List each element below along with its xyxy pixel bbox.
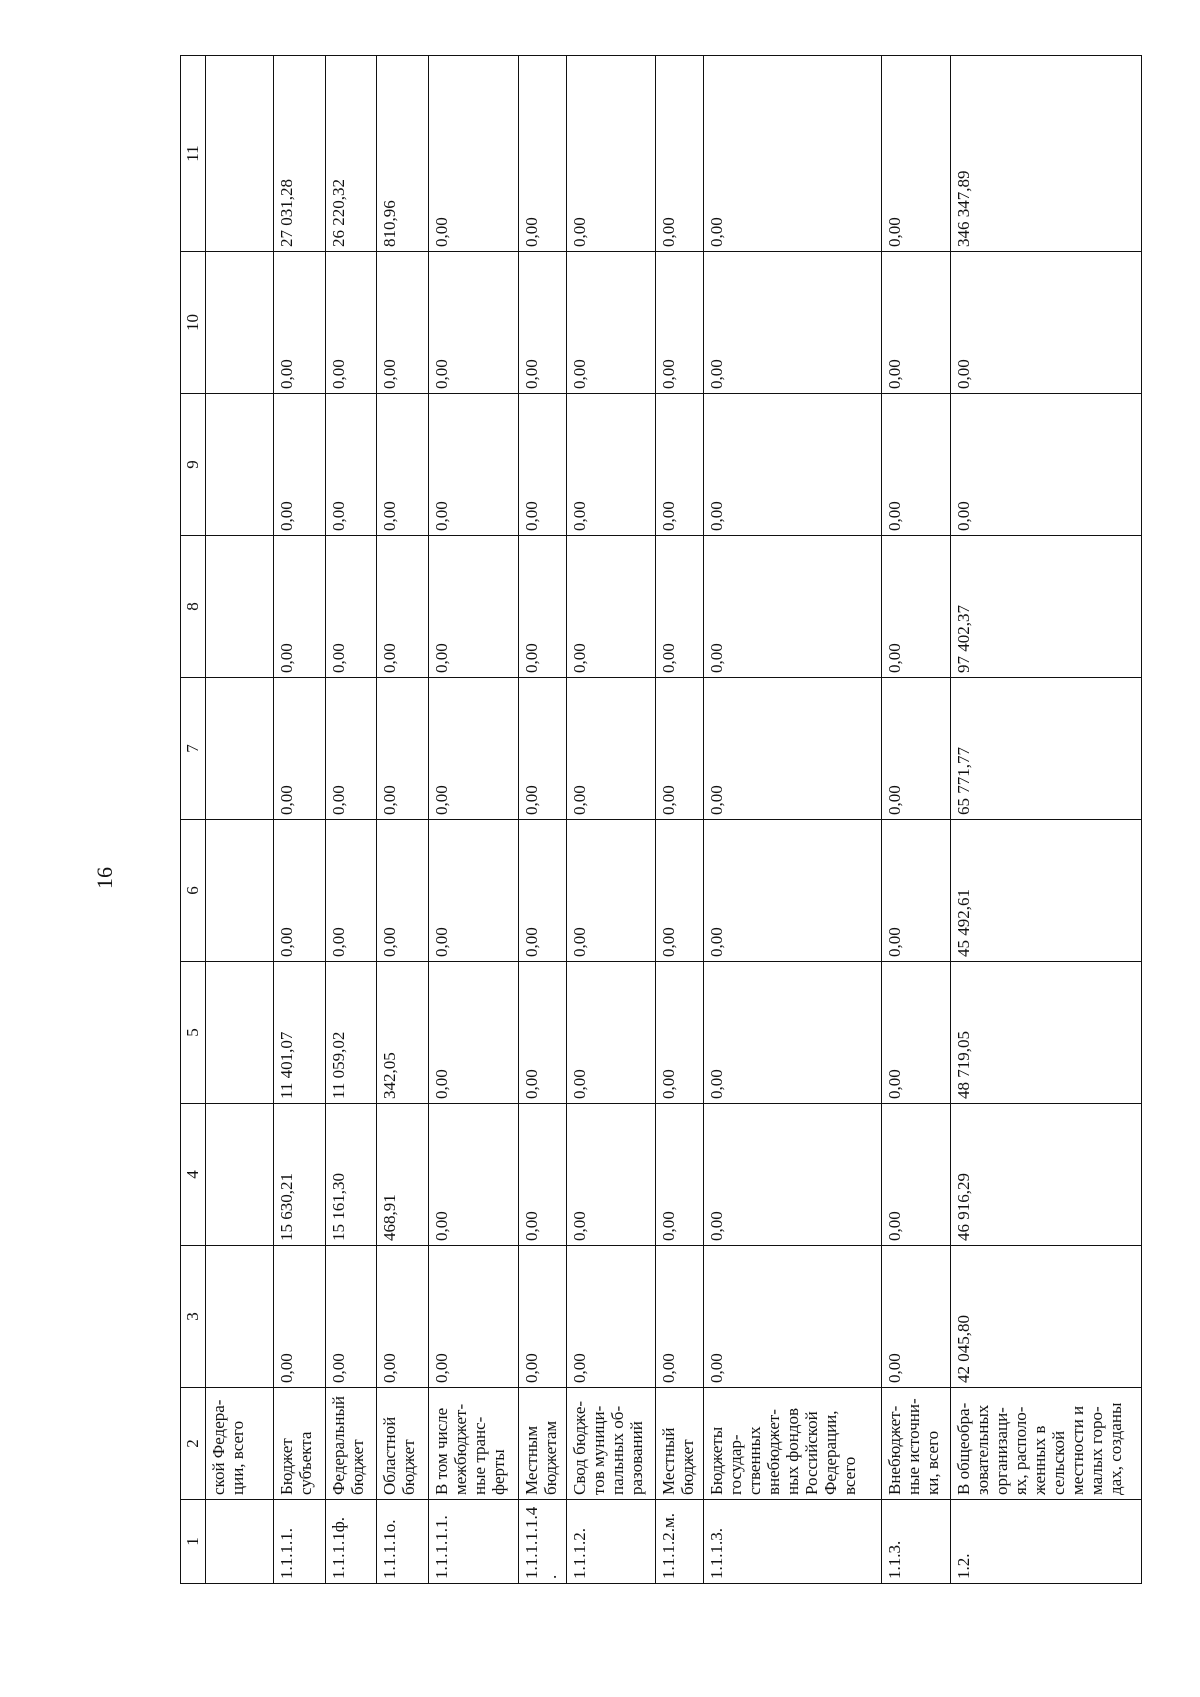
value-cell: 45 492,61 (950, 820, 1141, 962)
value-cell: 0,00 (882, 252, 951, 394)
row-label-cell: Местным бюджетам (518, 1388, 566, 1500)
value-cell: 0,00 (704, 56, 882, 252)
row-label-cell: Бюджет субъекта (274, 1388, 325, 1500)
value-cell: 0,00 (325, 678, 376, 820)
value-cell: 0,00 (704, 1104, 882, 1246)
value-cell: 42 045,80 (950, 1246, 1141, 1388)
row-code-cell (205, 1500, 274, 1584)
value-cell: 0,00 (428, 820, 518, 962)
value-cell: 0,00 (518, 1246, 566, 1388)
row-label-cell: Свод бюдже-тов муници-пальных об-разований (567, 1388, 656, 1500)
value-cell: 0,00 (882, 678, 951, 820)
value-cell: 0,00 (325, 536, 376, 678)
value-cell: 468,91 (377, 1104, 428, 1246)
value-cell: 0,00 (567, 536, 656, 678)
value-cell: 0,00 (882, 820, 951, 962)
value-cell: 0,00 (704, 1246, 882, 1388)
table-row (274, 56, 325, 1584)
row-label-cell: Местный бюджет (656, 1388, 704, 1500)
row-label-cell: Федеральный бюджет (325, 1388, 376, 1500)
value-cell: 0,00 (567, 678, 656, 820)
value-cell: 0,00 (428, 394, 518, 536)
value-cell: 26 220,32 (325, 56, 376, 252)
value-cell: 0,00 (428, 962, 518, 1104)
value-cell: 0,00 (567, 394, 656, 536)
budget-table (180, 55, 1142, 1584)
value-cell: 0,00 (325, 252, 376, 394)
value-cell: 0,00 (377, 394, 428, 536)
row-label-cell: В общеобра-зовательных организаци-ях, располо-женных в сельской местности и малых горо-дах, созданы (950, 1388, 1141, 1500)
value-cell: 0,00 (567, 252, 656, 394)
value-cell: 0,00 (428, 56, 518, 252)
value-cell: 0,00 (950, 252, 1141, 394)
table-row (882, 56, 951, 1584)
value-cell: 0,00 (428, 252, 518, 394)
value-cell: 0,00 (704, 678, 882, 820)
value-cell: 0,00 (377, 1246, 428, 1388)
value-cell: 0,00 (704, 252, 882, 394)
value-cell: 0,00 (518, 1104, 566, 1246)
value-cell: 0,00 (567, 962, 656, 1104)
table-row (377, 56, 428, 1584)
value-cell: 0,00 (882, 1246, 951, 1388)
column-number-header: 3 (181, 1246, 206, 1388)
column-number-header: 4 (181, 1104, 206, 1246)
value-cell (205, 962, 274, 1104)
value-cell: 0,00 (656, 678, 704, 820)
table-header-row (181, 56, 206, 1584)
column-number-header: 11 (181, 56, 206, 252)
row-label-cell: ской Федера-ции, всего (205, 1388, 274, 1500)
value-cell: 0,00 (428, 1104, 518, 1246)
value-cell (205, 820, 274, 962)
value-cell: 46 916,29 (950, 1104, 1141, 1246)
value-cell: 0,00 (274, 252, 325, 394)
value-cell: 0,00 (656, 1104, 704, 1246)
value-cell: 0,00 (656, 252, 704, 394)
value-cell: 0,00 (567, 56, 656, 252)
value-cell: 0,00 (882, 394, 951, 536)
value-cell: 0,00 (656, 536, 704, 678)
value-cell: 0,00 (377, 536, 428, 678)
row-label-cell: Бюджеты государ-ственных внебюджет-ных фондов Российской Федерации, всего (704, 1388, 882, 1500)
value-cell: 97 402,37 (950, 536, 1141, 678)
column-number-header: 6 (181, 820, 206, 962)
value-cell (205, 536, 274, 678)
value-cell (205, 394, 274, 536)
value-cell: 0,00 (518, 394, 566, 536)
value-cell: 0,00 (656, 1246, 704, 1388)
value-cell: 0,00 (325, 820, 376, 962)
value-cell: 0,00 (656, 394, 704, 536)
column-number-header: 8 (181, 536, 206, 678)
value-cell: 342,05 (377, 962, 428, 1104)
value-cell: 0,00 (377, 252, 428, 394)
value-cell (205, 1104, 274, 1246)
row-code-cell: 1.1.1.1ф. (325, 1500, 376, 1584)
table-row (950, 56, 1141, 1584)
value-cell: 15 161,30 (325, 1104, 376, 1246)
value-cell: 0,00 (377, 820, 428, 962)
row-code-cell: 1.1.1.1о. (377, 1500, 428, 1584)
row-label-cell: В том числе межбюджет-ные транс-ферты (428, 1388, 518, 1500)
row-label-cell: Областной бюджет (377, 1388, 428, 1500)
value-cell: 11 059,02 (325, 962, 376, 1104)
row-code-cell: 1.2. (950, 1500, 1141, 1584)
row-code-cell: 1.1.1.1.1. (428, 1500, 518, 1584)
column-number-header: 9 (181, 394, 206, 536)
table-row (567, 56, 656, 1584)
value-cell: 0,00 (377, 678, 428, 820)
row-code-cell: 1.1.1.2. (567, 1500, 656, 1584)
row-code-cell: 1.1.1.2.м. (656, 1500, 704, 1584)
value-cell (205, 1246, 274, 1388)
table-row (518, 56, 566, 1584)
value-cell: 0,00 (882, 536, 951, 678)
value-cell (205, 678, 274, 820)
table-row (205, 56, 274, 1584)
value-cell: 0,00 (656, 962, 704, 1104)
row-code-cell: 1.1.1.1.1.4. (518, 1500, 566, 1584)
value-cell: 0,00 (704, 820, 882, 962)
column-number-header: 7 (181, 678, 206, 820)
value-cell: 0,00 (274, 1246, 325, 1388)
budget-table-sheet (180, 116, 1142, 1584)
column-number-header: 5 (181, 962, 206, 1104)
row-label-cell: Внебюджет-ные источни-ки, всего (882, 1388, 951, 1500)
value-cell: 0,00 (518, 820, 566, 962)
column-number-header: 10 (181, 252, 206, 394)
value-cell: 0,00 (567, 1246, 656, 1388)
table-row (656, 56, 704, 1584)
value-cell: 0,00 (518, 252, 566, 394)
table-row (428, 56, 518, 1584)
value-cell: 0,00 (656, 820, 704, 962)
value-cell: 0,00 (274, 394, 325, 536)
value-cell: 0,00 (428, 678, 518, 820)
value-cell: 0,00 (325, 1246, 376, 1388)
column-number-header: 2 (181, 1388, 206, 1500)
value-cell: 0,00 (567, 1104, 656, 1246)
value-cell: 346 347,89 (950, 56, 1141, 252)
value-cell: 0,00 (950, 394, 1141, 536)
value-cell: 0,00 (274, 536, 325, 678)
value-cell: 0,00 (274, 820, 325, 962)
value-cell: 0,00 (518, 536, 566, 678)
value-cell: 0,00 (428, 536, 518, 678)
table-row (704, 56, 882, 1584)
value-cell: 0,00 (882, 56, 951, 252)
value-cell: 0,00 (656, 56, 704, 252)
value-cell: 0,00 (518, 962, 566, 1104)
page-number: 16 (92, 867, 117, 889)
value-cell: 0,00 (882, 962, 951, 1104)
value-cell: 11 401,07 (274, 962, 325, 1104)
value-cell: 27 031,28 (274, 56, 325, 252)
value-cell: 0,00 (704, 536, 882, 678)
value-cell: 15 630,21 (274, 1104, 325, 1246)
value-cell: 0,00 (518, 56, 566, 252)
column-number-header: 1 (181, 1500, 206, 1584)
value-cell (205, 252, 274, 394)
value-cell: 65 771,77 (950, 678, 1141, 820)
value-cell: 0,00 (274, 678, 325, 820)
row-code-cell: 1.1.1.3. (704, 1500, 882, 1584)
value-cell: 0,00 (704, 394, 882, 536)
value-cell: 810,96 (377, 56, 428, 252)
row-code-cell: 1.1.3. (882, 1500, 951, 1584)
table-row (325, 56, 376, 1584)
value-cell: 0,00 (567, 820, 656, 962)
value-cell: 0,00 (704, 962, 882, 1104)
value-cell: 0,00 (325, 394, 376, 536)
row-code-cell: 1.1.1.1. (274, 1500, 325, 1584)
value-cell (205, 56, 274, 252)
value-cell: 48 719,05 (950, 962, 1141, 1104)
value-cell: 0,00 (882, 1104, 951, 1246)
value-cell: 0,00 (428, 1246, 518, 1388)
value-cell: 0,00 (518, 678, 566, 820)
